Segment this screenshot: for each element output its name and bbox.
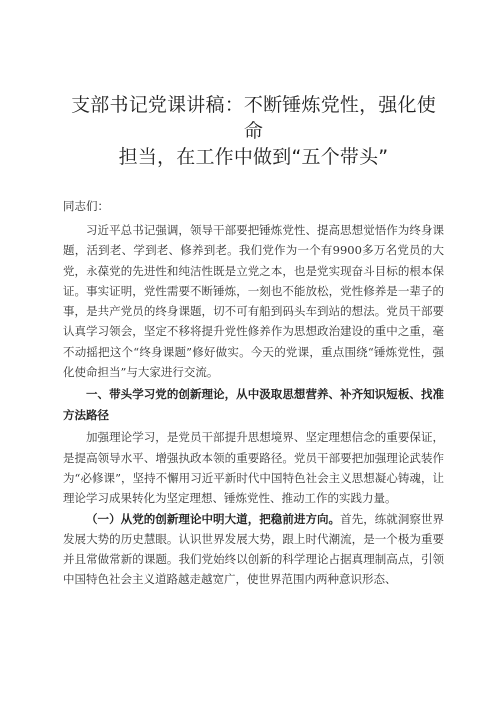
title-line-1: 支部书记党课讲稿：不断锤炼党性，强化使命 bbox=[71, 94, 436, 142]
subsection-heading: （一）从党的创新理论中明大道，把稳前进方向。 bbox=[86, 511, 341, 526]
paragraph-theory: 加强理论学习，是党员干部提升思想境界、坚定理想信念的重要保证，是提高领导水平、增强执政本领的重要路径。党员干部要把加强理论武装作为“必修课”，坚持不懈用习近平新时代中国特色社会主义思想凝心铸魂，让理论学习成果转化为坚定理想、锤炼党性、推动工作的实践力量。 bbox=[63, 430, 444, 506]
paragraph-subsection-1 bbox=[63, 509, 444, 590]
document-title bbox=[63, 92, 444, 170]
subsection-body: 首先，练就洞察世界发展大势的历史慧眼。认识世界发展大势，跟上时代潮流，是一个极为重要并且常做常新的课题。我们党始终以创新的科学理论占据真理制高点，引领中国特色社会主义道路越走越宽广，使世界范围内两种意识形态、 bbox=[63, 511, 445, 587]
title-line-2: 担当，在工作中做到“五个带头” bbox=[118, 146, 389, 168]
paragraph-intro: 习近平总书记强调，领导干部要把锤炼党性、提高思想觉悟作为终身课题，活到老、学到老、修养到老。我们党作为一个有9900多万名党员的大党，永葆党的先进性和纯洁性既是立党之本，也是党实现奋斗目标的根本保证。事实证明，党性需要不断锤炼，一刻也不能放松，党性修养是一辈子的事，是共产党员的终身课题，切不可有船到码头车到站的想法。党员干部要认真学习领会，坚定不移将提升党性修养作为思想政治建设的重中之重，毫不动摇把这个“终身课题”修好做实。今天的党课，重点围绕“锤炼党性，强化使命担当”与大家进行交流。 bbox=[63, 223, 444, 380]
greeting: 同志们： bbox=[63, 199, 109, 213]
section-heading-1: 一、带头学习党的创新理论，从中汲取思想营养、补齐知识短板、找准方法路径 bbox=[63, 387, 444, 422]
